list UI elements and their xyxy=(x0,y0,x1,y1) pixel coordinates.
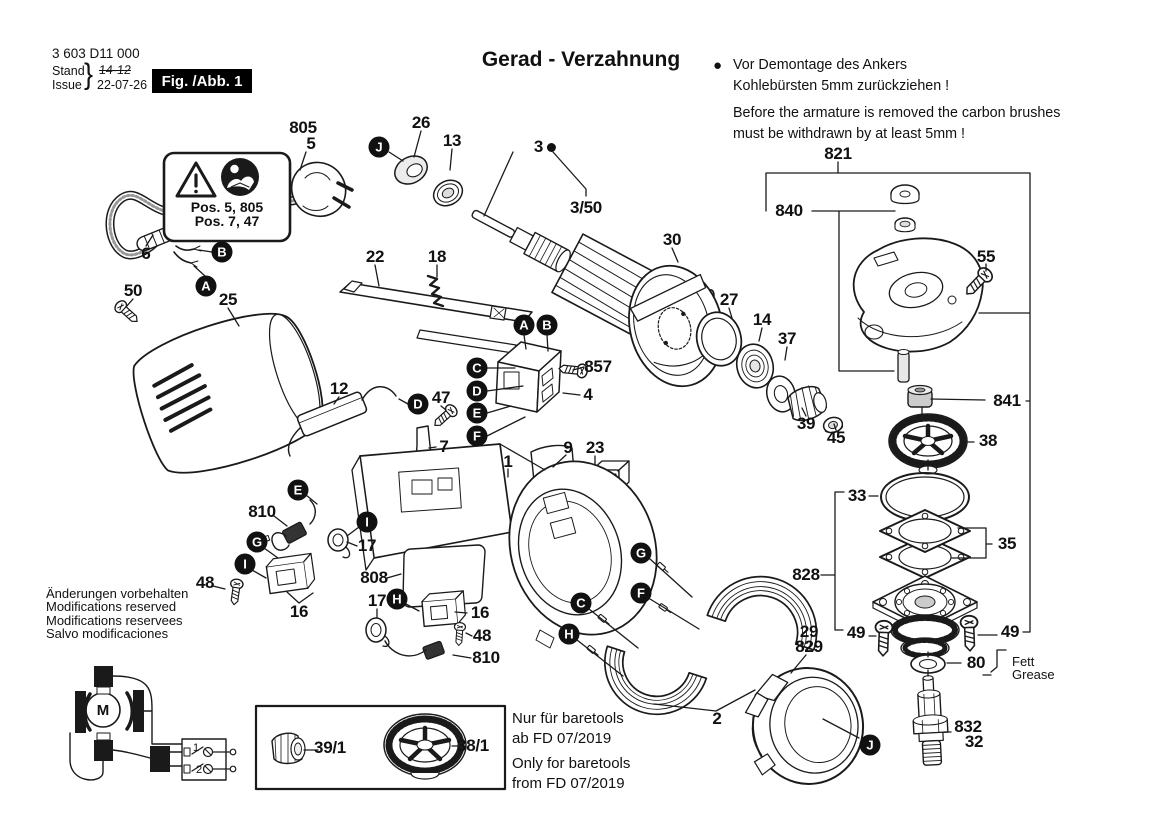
ref-letter-J: J xyxy=(369,137,390,158)
part-label-37: 37 xyxy=(777,329,797,348)
notice-bullet-icon: ● xyxy=(713,57,723,74)
modifications-line-es: Salvo modificaciones xyxy=(46,626,169,642)
ref-letter-E: E xyxy=(467,403,488,424)
brush-holder-left xyxy=(265,553,315,593)
warning-label-text xyxy=(167,201,287,228)
part-label-27: 27 xyxy=(719,290,739,309)
notice-en-line1: Before the armature is removed the carbon brushes xyxy=(733,105,1061,121)
modifications-line-en: Modifications reserved xyxy=(46,599,177,615)
baretools-de-line1: Nur für baretools xyxy=(512,710,624,727)
warning-pos-line2: Pos. 7, 47 xyxy=(194,212,260,229)
ref-letter-D: D xyxy=(408,394,429,415)
part-label-38: 38 xyxy=(978,431,998,450)
part-label-22: 22 xyxy=(365,247,385,266)
modifications-line-de: Änderungen vorbehalten xyxy=(46,586,189,601)
part-label-33: 33 xyxy=(847,486,867,505)
part-label-35: 35 xyxy=(997,534,1017,553)
part-label-23: 23 xyxy=(585,438,605,457)
part-label-821: 821 xyxy=(824,144,852,163)
ref-letter-F: F xyxy=(631,583,652,604)
wiring-schematic xyxy=(70,666,236,780)
part-label-50: 50 xyxy=(123,281,143,300)
part-label-48: 48 xyxy=(195,573,215,592)
part-label-14: 14 xyxy=(752,310,772,329)
schematic-terminal-1: 1 xyxy=(193,742,200,754)
ref-letter-B: B xyxy=(537,315,558,336)
part-label-16: 16 xyxy=(289,602,309,621)
part-label-4: 4 xyxy=(583,385,593,404)
brace-glyph: } xyxy=(84,57,94,91)
ref-letter-A: A xyxy=(514,315,535,336)
schematic-terminal-2: 2 xyxy=(196,764,203,776)
part-label-30: 30 xyxy=(662,230,682,249)
old-date-struck: 14-12 xyxy=(98,63,132,77)
ref-letter-E: E xyxy=(288,480,309,501)
part-label-857: 857 xyxy=(584,357,612,376)
part-label-55: 55 xyxy=(976,247,996,266)
part-label-48: 48 xyxy=(472,626,492,645)
part-label-7: 7 xyxy=(439,437,449,456)
baretools-de-line2: ab FD 07/2019 xyxy=(512,729,612,747)
warning-pos-line1: Pos. 5, 805 xyxy=(190,199,264,215)
part-label-2: 2 xyxy=(712,709,722,728)
part-label-16: 16 xyxy=(470,603,490,622)
grease-label-en: Grease xyxy=(1012,667,1055,682)
part-label-808: 808 xyxy=(360,568,388,587)
part-label-12: 12 xyxy=(329,379,349,398)
part-label-3_50: 3/50 xyxy=(570,198,602,217)
notice-en-line2: must be withdrawn by at least 5mm ! xyxy=(733,125,966,142)
brush-holder-right xyxy=(421,591,466,627)
part-label-49: 49 xyxy=(846,623,866,642)
part-label-29: 29 xyxy=(799,622,819,641)
lock-pin xyxy=(898,350,909,383)
part-label-6: 6 xyxy=(141,244,151,263)
read-manual-icon xyxy=(221,158,259,196)
issue-label: Issue xyxy=(52,78,82,92)
part-label-26: 26 xyxy=(411,113,431,132)
part-label-5: 5 xyxy=(306,134,316,153)
part-label-805: 805 xyxy=(289,118,317,137)
part-label-810: 810 xyxy=(472,648,500,667)
baretools-en-line2: from FD 07/2019 xyxy=(512,774,625,792)
screw-49-right xyxy=(960,616,978,652)
ref-letter-I: I xyxy=(235,554,256,575)
brush-notice xyxy=(733,55,1060,144)
part-label-45: 45 xyxy=(826,428,846,447)
ref-letter-C: C xyxy=(571,593,592,614)
gear-housing xyxy=(854,238,983,351)
part-label-18: 18 xyxy=(427,247,447,266)
part-label-9: 9 xyxy=(563,438,573,457)
part-label-810: 810 xyxy=(248,502,276,521)
part-label-47: 47 xyxy=(431,388,451,407)
part-label-32: 32 xyxy=(964,732,984,751)
page-title: Gerad - Verzahnung xyxy=(481,48,681,71)
ref-letter-A: A xyxy=(196,276,217,297)
ref-letter-I: I xyxy=(357,512,378,533)
figure-label-box: Fig. /Abb. 1 xyxy=(152,69,252,93)
part-label-3: 3 xyxy=(534,137,556,157)
notice-de-line2: Kohlebürsten 5mm zurückziehen ! xyxy=(733,77,950,94)
gasket-upper xyxy=(880,510,970,552)
ref-letter-D: D xyxy=(467,381,488,402)
part-label-1: 1 xyxy=(503,452,513,471)
part-label-49: 49 xyxy=(1000,622,1020,641)
motor-housing xyxy=(352,442,679,654)
rear-cover xyxy=(122,299,335,487)
grease-label-de: Fett xyxy=(1012,654,1035,669)
part-label-38_1: 38/1 xyxy=(457,736,489,755)
part-label-828: 828 xyxy=(792,565,820,584)
note-dot-icon xyxy=(547,143,556,152)
wheel-guard xyxy=(741,661,871,792)
spindle-lock-button xyxy=(891,185,919,232)
ref-letter-G: G xyxy=(247,532,268,553)
ref-letter-B: B xyxy=(212,242,233,263)
modifications-note xyxy=(46,587,188,641)
part-label-13: 13 xyxy=(442,131,462,150)
stand-label: Stand xyxy=(52,64,85,78)
switch xyxy=(496,342,561,412)
baretools-en-line1: Only for baretools xyxy=(512,755,631,772)
order-number: 3 603 D11 000 xyxy=(52,46,140,61)
part-label-39: 39 xyxy=(796,414,816,433)
bushing-841 xyxy=(908,386,932,408)
notice-de-line1: Vor Demontage des Ankers xyxy=(733,57,908,73)
modifications-line-fr: Modifications reservees xyxy=(46,612,183,628)
ref-letter-H: H xyxy=(559,624,580,645)
ref-letter-H: H xyxy=(387,589,408,610)
part-label-841: 841 xyxy=(993,391,1021,410)
spindle xyxy=(911,675,950,766)
schematic-motor-label: M xyxy=(96,702,110,719)
part-label-829: 829 xyxy=(795,637,823,656)
baretools-note xyxy=(512,709,630,793)
screw-50 xyxy=(113,298,142,326)
ref-letter-G: G xyxy=(631,543,652,564)
ref-letter-F: F xyxy=(467,426,488,447)
ball-bearing-13 xyxy=(429,175,467,210)
ref-letter-C: C xyxy=(467,358,488,379)
ref-letter-J: J xyxy=(860,735,881,756)
part-label-832: 832 xyxy=(954,717,982,736)
part-label-25: 25 xyxy=(218,290,238,309)
issue-date: 22-07-26 xyxy=(97,78,148,92)
screw-48-left xyxy=(228,578,244,605)
part-label-840: 840 xyxy=(775,201,803,220)
grommet-left xyxy=(328,529,350,558)
carbon-brush-right xyxy=(385,641,445,660)
part-label-17: 17 xyxy=(367,591,387,610)
part-label-39_1: 39/1 xyxy=(314,738,346,757)
part-label-17: 17 xyxy=(357,536,377,555)
screw-48-right xyxy=(453,622,466,646)
screw-49-left xyxy=(875,621,893,657)
part-label-80: 80 xyxy=(966,653,986,672)
